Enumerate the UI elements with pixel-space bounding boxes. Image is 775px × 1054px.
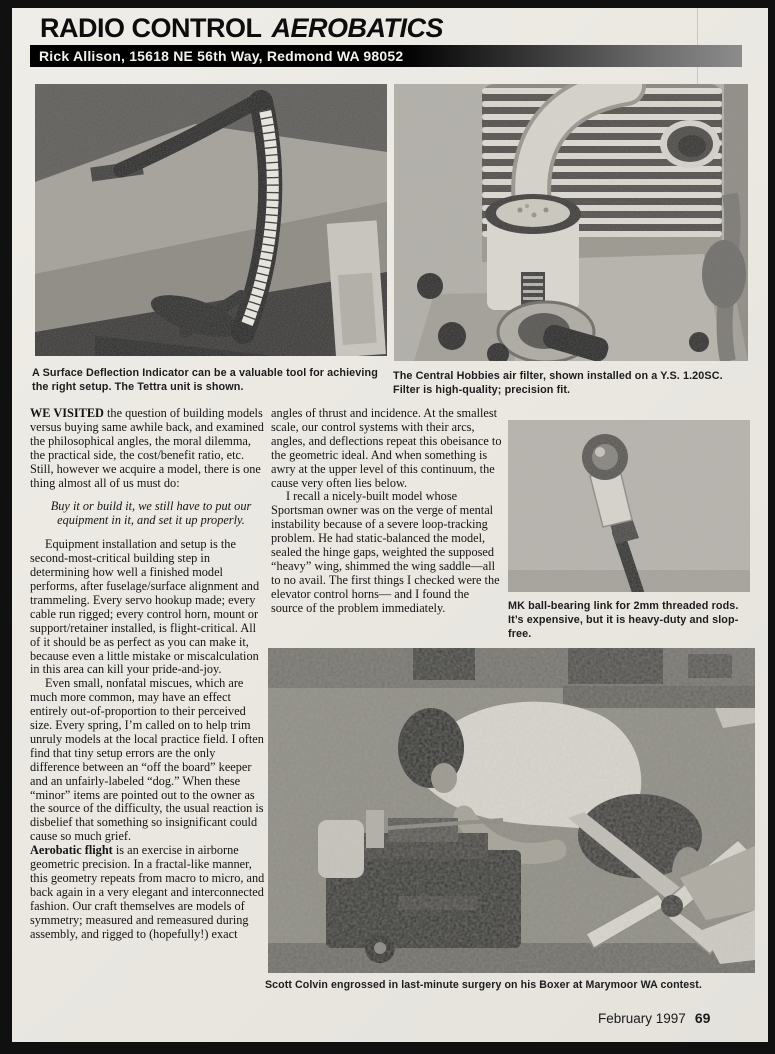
deflection-photo-art: [35, 84, 387, 356]
paragraph: WE VISITED the question of building models versus buying same awhile back, and examined the philosophical angles, the moral dilemma, the practical side, the cost/benefit ratio, etc. Still, however we acquire a model, there is one thing almost all of us must do:: [30, 406, 264, 490]
page-footer: [598, 1010, 728, 1026]
caption-field: Scott Colvin engrossed in last-minute surgery on his Boxer at Marymoor WA contest.: [265, 979, 702, 991]
paragraph: angles of thrust and incidence. At the smallest scale, our control systems with their arcs, angles, and deflections repeat this obeisance to the geometric ideal. And when something is awry at the upper level of this continuum, the cause very often lies below.: [271, 406, 502, 490]
paragraph: I recall a nicely-built model whose Sportsman owner was on the verge of mental instability because of a severe loop-tracking problem. He had static-balanced the model, sealed the hinge gaps, weighted the supposed “heavy” wing, shimmed the wing saddle—all to no avail. The first things I checked were the elevator control horns— and I found the source of the problem immediately.: [271, 489, 500, 615]
photo-mk-link: [508, 420, 750, 592]
paragraph: Buy it or build it, we still have to put our equipment in it, and set it up properly.: [50, 499, 252, 528]
page-title: [40, 13, 740, 44]
footer-issue: February 1997: [598, 1011, 686, 1026]
article-column-2: [271, 407, 503, 616]
paragraph: Even small, nonfatal miscues, which are much more common, may have an effect entirely out-of-proportion to their perceived size. Every spring, I’m called on to help trim unruly models at the local practice field. I often find that tiny setup errors are the only difference between an “off the board” keeper and an unfairly-labeled “dog.” When these “minor” items are pointed out to the owner as the source of the difficulty, the usual reaction is disbelief that something so insignificant could cause so much grief.: [30, 676, 264, 844]
photo-field-repair: [268, 648, 755, 973]
caption-deflection: A Surface Deflection Indicator can be a valuable tool for achieving the right setup. The Tettra unit is shown.: [32, 367, 378, 394]
photo-deflection-indicator: [35, 84, 387, 356]
paragraph: Aerobatic flight is an exercise in airborne geometric precision. In a fractal-like manner, this geometry repeats from macro to micro, and back again in a very elegant and interconnected fashion. Our craft themselves are models of symmetry; measured and remeasured during assembly, and rigged to (hopefully!) exact: [30, 843, 265, 941]
paragraph: Equipment installation and setup is the second-most-critical building step in determining how well a finished model performs, after fuselage/surface alignment and trammeling. Every servo hookup made; every cable run rigged; every control horn, mount or support/retainer installed, is flight-critical. All of it should be as perfect as you can make it, because even a little mistake or miscalculation in this area can kill your pride-and-joy.: [30, 537, 260, 677]
link-photo-art: [508, 420, 750, 592]
title-main: RADIO CONTROL: [40, 13, 262, 43]
caption-link: MK ball-bearing link for 2mm threaded rods. It’s expensive, but it is heavy-duty and slop-free.: [508, 600, 739, 641]
footer-page-number: 69: [694, 1010, 711, 1026]
photo-engine-air-filter: [394, 84, 748, 361]
title-accent: AEROBATICS: [271, 13, 443, 43]
caption-engine: The Central Hobbies air filter, shown installed on a Y.S. 1.20SC. Filter is high-quality; precision fit.: [393, 370, 723, 397]
article-column-1: [30, 407, 266, 942]
engine-photo-art: [394, 84, 748, 361]
byline-text: Rick Allison, 15618 NE 56th Way, Redmond WA 98052: [39, 48, 404, 64]
field-photo-art: [268, 648, 755, 973]
byline-bar: [30, 45, 742, 67]
